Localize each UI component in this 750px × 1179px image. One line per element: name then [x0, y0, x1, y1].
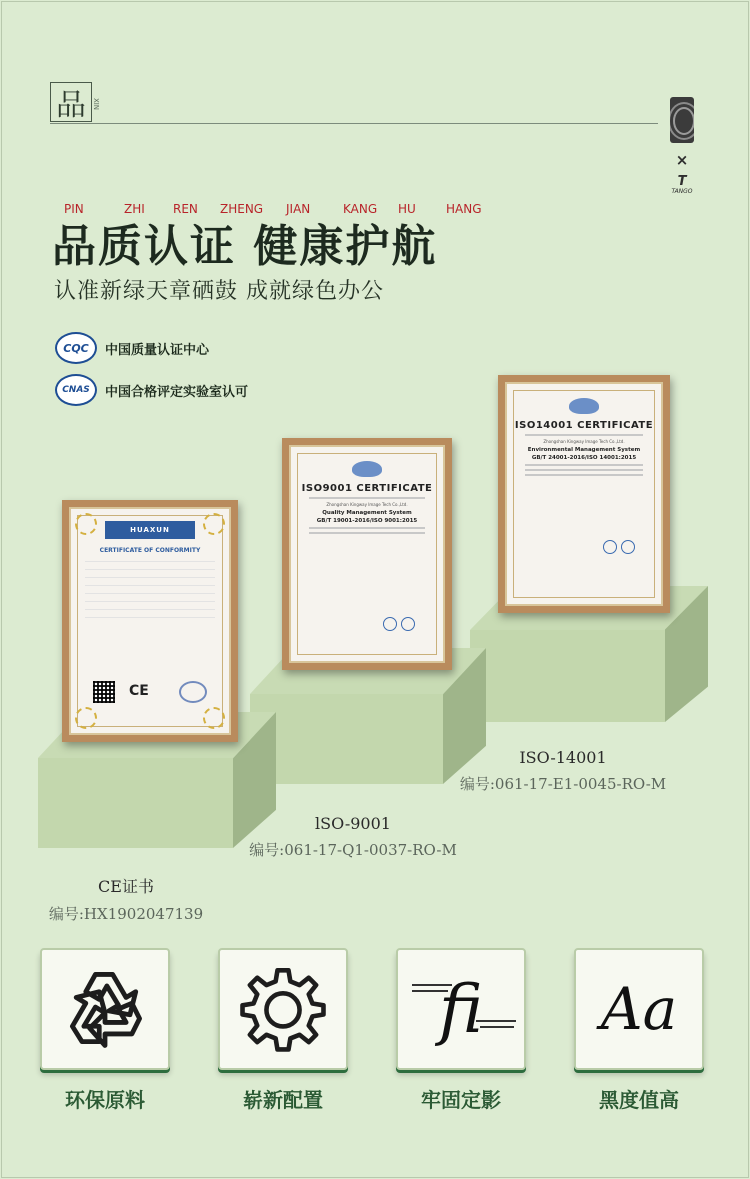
iso14001-caption [458, 748, 668, 794]
iso9001-standard: GB/T 19001-2016/ISO 9001:2015 [316, 517, 418, 524]
feature-new-config [214, 948, 352, 1113]
iso14001-standard: GB/T 24001-2016/ISO 14001:2015 [531, 454, 637, 461]
certifier-cqc-name: 中国质量认证中心 [105, 342, 210, 358]
pinyin-pin: PIN [64, 202, 84, 216]
stamp-icon [179, 681, 207, 703]
iso9001-company: Zhongshan Kingway Image Tech Co.,Ltd. [326, 502, 408, 507]
ce-header: HUAXUN [105, 521, 195, 539]
pinyin-hang: HANG [446, 202, 482, 216]
recycle-icon [57, 961, 153, 1057]
main-title: 品质认证 健康护航 [52, 221, 438, 272]
iso9001-caption [238, 814, 468, 860]
iso14001-system: Environmental Management System [527, 446, 641, 453]
certifier-cnas [55, 374, 248, 406]
brand-logo-char: 品 [56, 88, 86, 123]
brand-logo-pinyin: XIN [92, 97, 101, 111]
iso14001-caption-name: ISO-14001 [519, 748, 607, 767]
feature-label: 崭新配置 [243, 1088, 323, 1112]
pinyin-zheng: ZHENG [220, 202, 264, 216]
feature-eco-material [36, 948, 174, 1113]
iso14001-company: Zhongshan Kingway Image Tech Co.,Ltd. [543, 439, 625, 444]
pinyin-ren: REN [173, 202, 198, 216]
tango-logo: T [677, 174, 687, 189]
fi-ligature-icon: fi [438, 970, 484, 1048]
ce-title: CERTIFICATE OF CONFORMITY [99, 547, 201, 554]
iso14001-title: ISO14001 CERTIFICATE [514, 420, 654, 431]
pinyin-jian: JIAN [286, 202, 311, 216]
cert-emblem-icon [352, 461, 382, 477]
partner-x: × [675, 151, 689, 169]
feature-firm-fixing [392, 948, 530, 1113]
gear-icon [237, 963, 329, 1055]
sub-title: 认准新绿天章硒鼓 成就绿色办公 [54, 279, 384, 304]
certifier-cqc [55, 332, 209, 364]
cert-emblem-icon [569, 398, 599, 414]
ce-mark-icon: CE [129, 683, 149, 699]
cqc-logo-icon: CQC [55, 332, 97, 364]
iso9001-certificate[interactable] [282, 438, 452, 670]
iso9001-title: ISO9001 CERTIFICATE [301, 483, 433, 494]
iso9001-caption-code: 编号:061-17-Q1-0037-RO-M [249, 841, 457, 859]
iso9001-caption-name: lSO-9001 [315, 814, 391, 833]
header-divider [50, 123, 658, 124]
fingerprint-icon [670, 97, 694, 143]
pinyin-hu: HU [398, 202, 416, 216]
feature-high-density [570, 948, 708, 1113]
ce-caption-code: 编号:HX1902047139 [48, 905, 204, 923]
qr-code-icon [93, 681, 115, 703]
pinyin-kang: KANG [343, 202, 378, 216]
iso14001-certificate[interactable] [498, 375, 670, 613]
partner-brand [668, 97, 696, 195]
aa-font-icon: Aa [600, 975, 678, 1043]
cnas-logo-icon: CNAS [55, 374, 97, 406]
pinyin-zhi: ZHI [124, 202, 145, 216]
certifier-cnas-name: 中国合格评定实验室认可 [105, 384, 249, 400]
iso9001-system: Quality Management System [322, 509, 412, 516]
feature-label: 牢固定影 [421, 1088, 501, 1112]
ce-caption-name: CE证书 [98, 877, 154, 896]
tango-name: TANGO [671, 188, 693, 195]
feature-label: 环保原料 [65, 1088, 145, 1112]
brand-logo [50, 82, 92, 122]
ce-certificate[interactable] [62, 500, 238, 742]
ce-caption [40, 874, 212, 924]
feature-label: 黑度值高 [599, 1088, 679, 1112]
iso14001-caption-code: 编号:061-17-E1-0045-RO-M [459, 775, 667, 793]
